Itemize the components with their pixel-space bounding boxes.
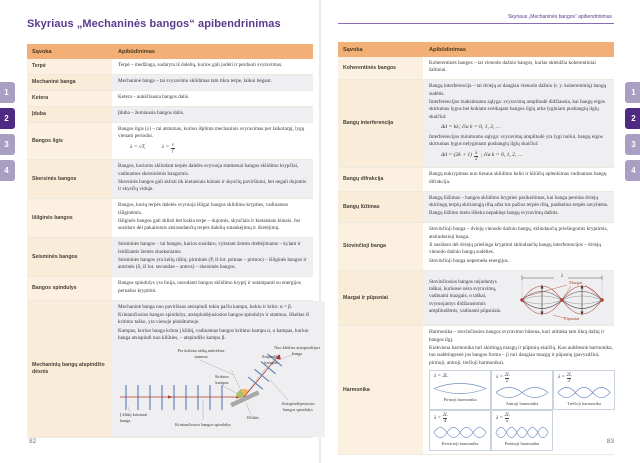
term-label: Mechaninė banga	[32, 78, 76, 85]
table-row	[27, 238, 313, 277]
harmonic-formula	[496, 373, 510, 384]
term-label: Ketera	[32, 94, 49, 101]
node-points	[520, 298, 603, 301]
term-cell	[27, 301, 112, 437]
definition-text	[429, 279, 509, 317]
term-label: Bangų difrakcija	[343, 176, 384, 183]
term-cell	[338, 57, 423, 79]
harmonic-wave-diagram	[432, 425, 488, 440]
term-cell	[27, 123, 112, 160]
table-row	[27, 59, 313, 75]
definition-text: Mechaninė banga nuo paviršiaus atsispindi tokiu pačiu kampu, kokiu ir krito: α = β.	[118, 303, 293, 310]
fraction-denominator: 2	[475, 156, 478, 162]
term-cell	[27, 238, 112, 276]
harmonic-caption: Antroji harmonika	[505, 400, 539, 406]
harmonics-grid	[429, 370, 615, 451]
interference-minimum-formula	[441, 151, 609, 162]
definition-cell	[112, 238, 313, 276]
table-row	[338, 223, 614, 270]
fraction-denominator: 5	[505, 418, 509, 424]
definition-text: Stovinčiosios bangos nejudantys taškai, kuriuose nėra svyravimų, vadinami mazgais, o taškai, svyruojantys didžiausiomis amplitudėmis, vadinami pūpsniais.	[429, 278, 502, 315]
definition-cell	[112, 301, 325, 437]
fraction-numerator: 2L	[442, 412, 448, 418]
definition-text: Harmonika – stovinčiosios bangos svyravimo būsena, kuri atitinka tam tikrą dažnį ir bangos ilgį.	[429, 329, 605, 343]
formula: λ = 2L	[434, 372, 448, 379]
term-cell	[27, 199, 112, 237]
term-label: Harmonika	[343, 386, 370, 393]
definition-text: Mechaninė banga – tai svyravimo sklidimas tam tikra terpe, laikui bėgant.	[118, 77, 272, 84]
definition-cell	[112, 123, 313, 160]
fraction	[505, 373, 510, 384]
harmonic-wave-diagram	[494, 425, 550, 440]
definition-cell	[112, 277, 313, 299]
formula: λ = vT,	[130, 144, 146, 151]
formula-prefix: λ =	[496, 374, 504, 381]
chapter-tab-4: 4	[0, 160, 15, 181]
table-row	[338, 192, 614, 224]
harmonic-cell-fourth	[429, 410, 491, 450]
standing-wave-canvas	[515, 274, 609, 322]
right-page	[338, 14, 614, 455]
term-label: Terpė	[32, 63, 46, 70]
table-row	[27, 75, 313, 91]
fraction-numerator: 2L	[504, 412, 510, 418]
term-cell	[338, 271, 423, 326]
definition-text: Interferencijos maksimumo sąlyga: svyravimų amplitudė didžiausia, kai bangų eigos skirtumas lygus bet kokiam sveikajam bangos ilgių arba lyginiam pusbangių ilgių skaičiui:	[429, 99, 605, 120]
term-cell	[338, 80, 423, 167]
term-cell	[27, 107, 112, 122]
column-header-definition: Apibūdinimas	[118, 48, 155, 55]
harmonic-formula	[558, 373, 572, 384]
fraction-denominator: 4	[443, 418, 447, 424]
chapter-tab-3: 3	[625, 134, 640, 155]
running-header: Skyriaus „Mechaninės bangos“ apibendrinimas	[508, 14, 612, 20]
definition-cell	[423, 168, 614, 190]
fraction-denominator: 3	[567, 378, 571, 384]
definition-text: Bangų nukrypimas nuo tiesaus sklidimo kelio ir kliūčių aplenkimas vadinamas bangų difrakcija.	[429, 171, 607, 185]
table-row	[27, 107, 313, 123]
definition-text: Interferencijos minimumo sąlyga: svyravimų amplitudė yra lygi nuliui, bangų eigos skirtumas lygus nelyginiam pusbangių ilgių skaičiui:	[429, 133, 603, 147]
standing-wave-diagram	[515, 274, 609, 322]
incidence-angle-label: Kritimo kampas	[215, 374, 229, 385]
harmonic-caption: Ketvirtoji harmonika	[441, 440, 479, 446]
page-title: Skyriaus „Mechaninės bangos“ apibendrinimas	[27, 18, 281, 30]
table-row	[27, 91, 313, 107]
harmonic-cell-third	[553, 370, 615, 410]
harmonic-wave-diagram	[556, 385, 612, 400]
definition-text: Bangos, kurių terpės dalelės svyruoja išilgai bangos sklidimo krypties, vadinamos išilginėmis.	[118, 202, 289, 216]
incident-ray-label: Krintančiosios bangos spindulys	[175, 422, 231, 428]
fraction	[505, 413, 510, 424]
term-label: Skersinės bangos	[32, 175, 77, 182]
definition-cell	[112, 91, 313, 106]
harmonic-cell-first	[429, 370, 491, 410]
term-label: Mechaninių bangų atspindžio dėsnis	[32, 362, 105, 375]
harmonic-cell-second	[491, 370, 553, 410]
definition-cell	[112, 160, 313, 198]
definition-cell	[112, 75, 313, 90]
definition-text: Ketera – aukščiausia bangos dalis.	[118, 93, 190, 100]
formula	[162, 143, 175, 154]
definition-text: Seisminės bangos – tai bangos, kurios susidaro, vykstant žemės drebėjimams – kylant ir leidžiantis žemės sluoksniams.	[118, 241, 301, 255]
term-cell	[27, 59, 112, 74]
term-cell	[27, 160, 112, 198]
interference-maximum-formula	[441, 124, 609, 132]
definition-text: Koherentinės bangos – tai vienodo dažnio bangos, kurias skleidžia koherentiniai šaltiniai.	[429, 60, 596, 74]
definition-text: Terpė – medžiaga, sudaryta iš dalelių, kurios gali judėti ir perduoti svyravimus.	[118, 62, 283, 68]
definition-text: Stovinčioji banga neperneša energijos.	[429, 257, 510, 264]
table-row	[27, 123, 313, 161]
page-number-left: 82	[29, 438, 37, 445]
harmonic-caption: Trečioji harmonika	[567, 400, 601, 406]
term-cell	[27, 277, 112, 299]
left-page	[27, 18, 320, 438]
fraction-numerator: 2L	[566, 372, 572, 378]
definition-cell	[423, 223, 614, 269]
fraction-numerator: 2L	[504, 372, 510, 378]
wavelength-label: λ	[560, 273, 564, 279]
term-label: Mazgai ir pūpsniai	[343, 294, 388, 301]
wavelength-formulas	[130, 143, 308, 154]
ray-arrowhead	[168, 396, 173, 399]
wave-reflection-diagram	[118, 345, 320, 433]
fraction-denominator: 2	[505, 378, 509, 384]
term-label: Koherentinės bangos	[343, 64, 397, 71]
header-rule	[338, 23, 614, 24]
chapter-tab-4: 4	[625, 160, 640, 181]
definitions-table	[338, 42, 614, 455]
formula-suffix: ; čia k = 0, 1, 2, …	[480, 152, 523, 159]
incident-wave-label: Į kliūtį krintanti banga	[120, 412, 148, 423]
fraction	[171, 143, 174, 154]
term-cell	[338, 192, 423, 223]
term-label: Bangos ilgis	[32, 137, 63, 144]
reflected-wave-label: Nuo kliūties atsispindėjusi banga	[274, 345, 320, 356]
nodes-label: Mazgai	[569, 280, 583, 286]
table-header-row	[338, 42, 614, 57]
chapter-tab-3: 3	[0, 134, 15, 155]
definition-text: Ji susidaro dėl dviejų priešinga kryptimi sklindančių bangų interferencijos – dviejų vienodo dažnio bangų sudėties.	[429, 242, 602, 256]
table-row	[338, 271, 614, 327]
obstacle-label: Kliūtis	[247, 415, 259, 421]
fraction-numerator: λ	[475, 150, 478, 156]
harmonic-formula	[434, 413, 448, 424]
chapter-tab-2-active: 2	[625, 108, 640, 129]
chapter-tab-2-active: 2	[0, 108, 15, 129]
table-row	[27, 199, 313, 238]
definition-cell	[423, 192, 614, 223]
column-header-term: Sąvoka	[32, 48, 52, 55]
definition-text: Bangų lūžimo metu išlieka nepakitęs bangų svyravimų dažnis.	[429, 210, 559, 217]
fraction-numerator: v	[171, 142, 174, 148]
table-row	[27, 160, 313, 199]
definition-cell	[112, 199, 313, 237]
table-row	[27, 277, 313, 300]
term-cell	[27, 91, 112, 106]
table-row	[27, 301, 320, 438]
harmonic-formula	[496, 413, 510, 424]
column-header-definition: Apibūdinimas	[429, 46, 466, 53]
term-label: Seisminės bangos	[32, 253, 78, 260]
definition-cell	[423, 80, 614, 167]
chapter-tab-1: 1	[0, 82, 15, 103]
term-label: Išilginės bangos	[32, 214, 73, 221]
definition-text: Bangos spindulys yra linija, nurodanti bangos sklidimo kryptį ir sutampanti su energijos pernašos kryptimi.	[118, 280, 301, 294]
formula-prefix: λ =	[161, 144, 170, 151]
harmonic-wave-diagram	[494, 385, 550, 400]
table-header-row	[27, 44, 313, 59]
definitions-table	[27, 44, 320, 438]
definition-text: Bangos, kurioms sklindant terpės dalelės svyruoja statmenai bangos sklidimo krypčiai, vadinamos skersinėmis bangomis.	[118, 163, 299, 177]
term-label: Bangų interferencija	[343, 120, 394, 127]
harmonic-cell-fifth	[491, 410, 553, 450]
definition-text: Kampas, kuriuo banga krinta į kliūtį, vadinamas bangos kritimo kampu α, o kampas, kuriuo banga atsispindi nuo kliūties, – atspindžio kampu β.	[118, 327, 309, 342]
formula	[441, 151, 523, 162]
page-number-right: 83	[606, 438, 614, 445]
harmonic-caption: Penktoji harmonika	[504, 440, 540, 446]
definition-cell	[112, 59, 313, 74]
definition-text: Stovinčioji banga – dviejų vienodo dažnio bangų, sklindančių priešingomis kryptimis, atsiradusioji banga.	[429, 226, 608, 240]
definition-cell	[423, 326, 620, 454]
fraction	[474, 151, 478, 162]
definition-text: Kiekviena harmonika turi skirtingą mazgų ir pūpsnių skaičių. Kuo aukštesnė harmonika, tuo sudėtingesnė jos bangos forma – ji turi daugiau mazgų ir pūpsnių (pavyzdžiui, pirmoji, antroji, trečioji harmonika).	[429, 344, 613, 366]
definition-text: Bangų interferencija – tai dviejų ar daugiau vienodo dažnio (t. y. koherentinių) bangų sudėtis.	[429, 83, 607, 97]
term-label: Bangos spindulys	[32, 285, 77, 292]
definition-text: Krintančiosios bangos spindulys, atsispindėjusiosios bangos spindulys ir statmuo, iškeltas iš kritimo taško, yra vienoje plokštumoje.	[118, 311, 310, 326]
incident-wavefronts	[126, 385, 222, 410]
antinodes-label: Pūpsniai	[564, 315, 580, 321]
reflected-ray-label: Atsispindėjusiosios bangos spindulys	[281, 401, 315, 412]
term-cell	[338, 223, 423, 269]
normal-label: Per kritimo tašką nubrėžtas statmuo	[177, 348, 225, 359]
harmonic-caption: Pirmoji harmonika	[443, 396, 477, 402]
term-cell	[338, 326, 423, 454]
term-label: Įduba	[32, 110, 46, 117]
formula-prefix: λ =	[496, 414, 504, 421]
definition-text: Įduba – žemiausia bangos dalis.	[118, 109, 185, 116]
definition-text: Bangos ilgis (λ) – tai atstumas, kuriuo išplinta mechaninis svyravimas per laikotarpį, lygų vienam periodui.	[118, 125, 305, 139]
nodes-antinodes-row	[429, 274, 609, 322]
term-label: Stovinčioji banga	[343, 243, 386, 250]
formula-prefix: Δd = (2k + 1)	[441, 152, 473, 159]
table-row	[338, 80, 614, 168]
definition-text: Skersinės bangos gali sklisti tik kietaisiais kūnais ir skysčių paviršiumi, bet negali dujomis ir skysčių viduje.	[118, 179, 307, 193]
harmonic-formula	[434, 373, 448, 380]
fraction	[443, 413, 448, 424]
reflection-angle-label: Atspindžio kampas	[261, 354, 281, 365]
table-row	[338, 326, 614, 455]
column-header-term: Sąvoka	[343, 46, 363, 53]
term-cell	[27, 75, 112, 90]
formula: Δd = kλ; čia k = 0, 1, 2, …	[441, 123, 501, 130]
definition-cell	[112, 107, 313, 122]
chapter-tab-1: 1	[625, 82, 640, 103]
fraction	[567, 373, 572, 384]
fraction-denominator: f	[172, 148, 174, 154]
definition-cell	[423, 271, 614, 326]
definition-text: Bangų lūžimas – bangos sklidimo krypties pasikeitimas, kai banga pereina dviejų skirtingų terpių skiriamąją ribą arba tos pačios terpės ribą, pasikeitus terpės savybėms.	[429, 194, 609, 208]
definition-text: Seisminės bangos yra kelių rūšių: pirminės (P, iš lot. primae – pirmos) – išilginės bangos ir antrinės (S, iš lot. secundae – antros) – skersinės bangos.	[118, 257, 307, 271]
table-row	[338, 168, 614, 191]
term-label: Bangų lūžimas	[343, 203, 380, 210]
harmonic-wave-diagram	[432, 381, 488, 396]
definition-text: Išilginės bangos gali sklisti bet kokia terpe – dujomis, skysčiais ir kietaisiais kūnais. Jos susidaro dėl pakaitomis atsirandančių terpės dalelių sutankėjimų ir išretėjimų.	[118, 218, 301, 232]
definition-cell	[423, 57, 614, 79]
term-cell	[338, 168, 423, 190]
formula-prefix: λ =	[558, 374, 566, 381]
formula-prefix: λ =	[434, 414, 442, 421]
table-row	[338, 57, 614, 80]
